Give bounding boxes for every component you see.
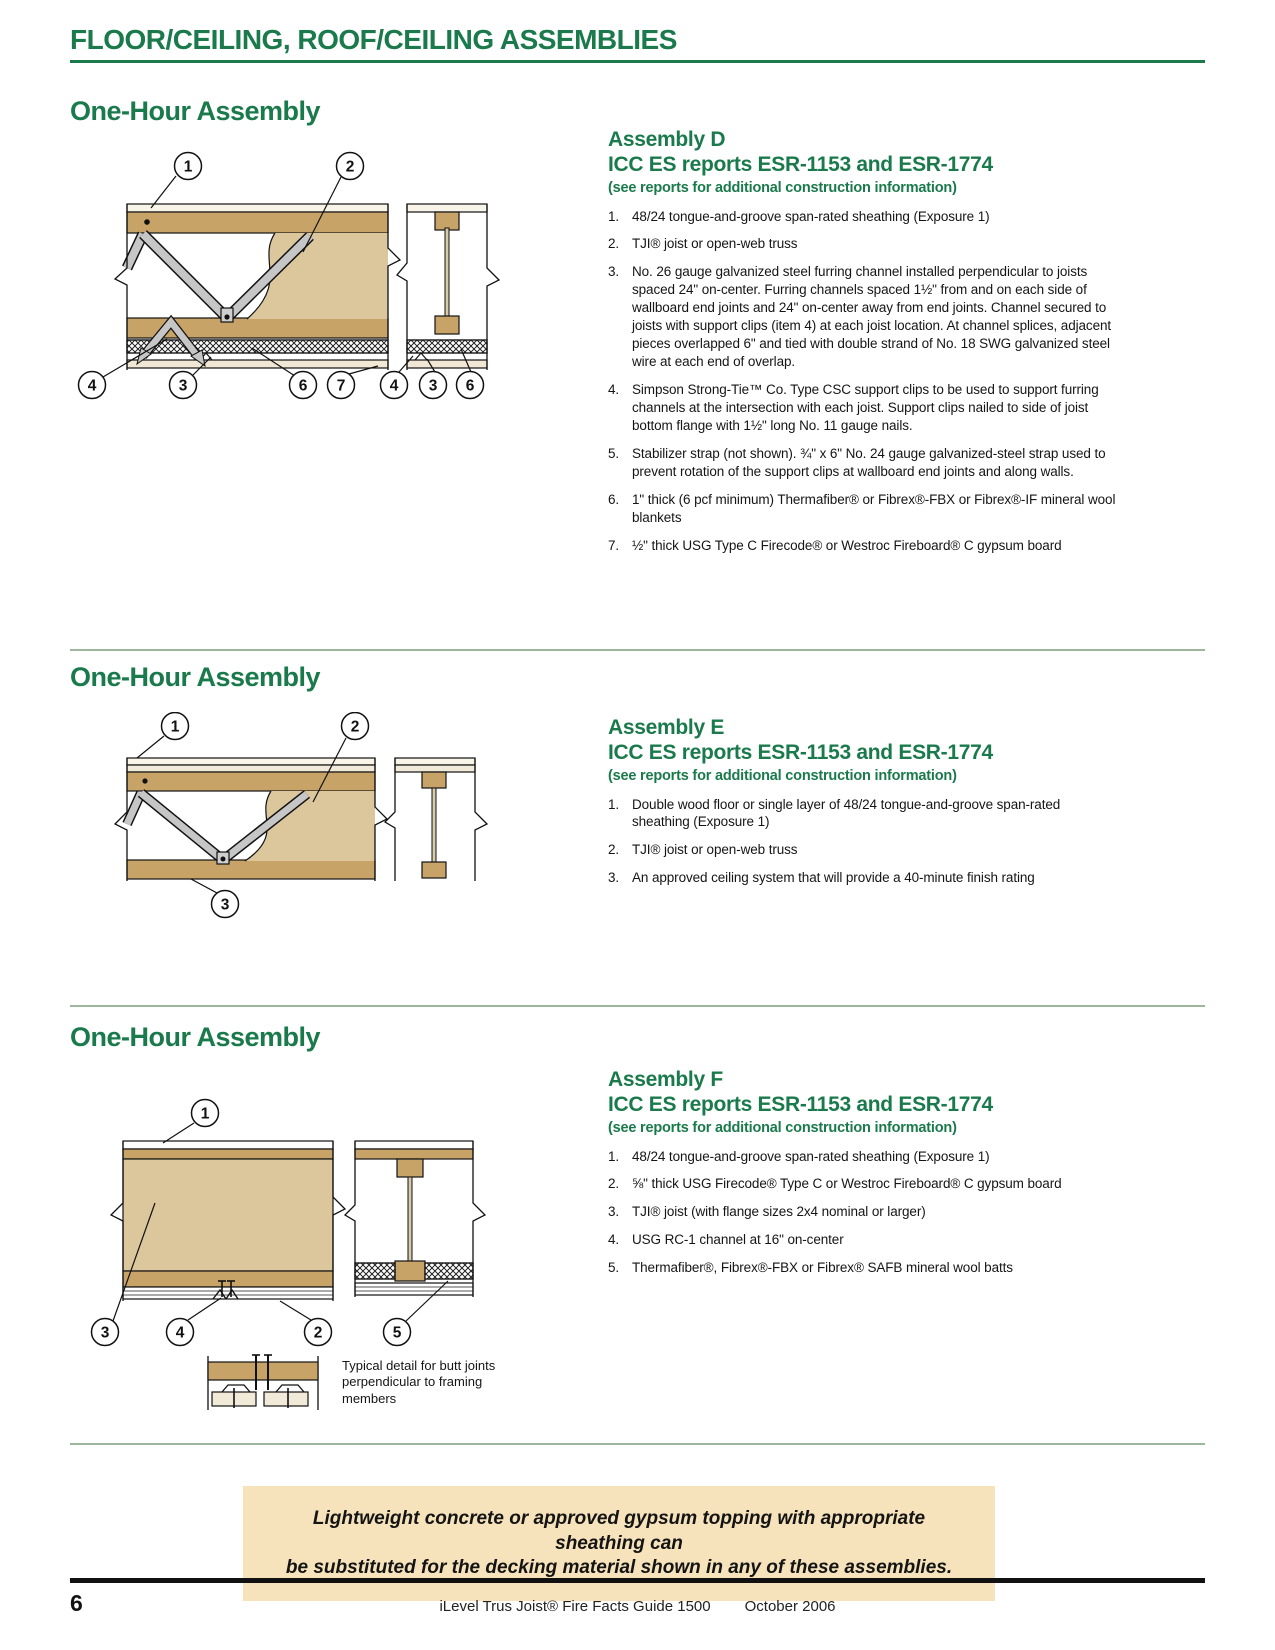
svg-text:4: 4 bbox=[87, 377, 97, 395]
assembly-d-reports: ICC ES reports ESR-1153 and ESR-1774 bbox=[608, 152, 993, 176]
butt-joint-caption: Typical detail for butt joints perpendicular to framing members bbox=[342, 1358, 496, 1406]
gypsum-board bbox=[127, 360, 388, 368]
svg-text:4: 4 bbox=[389, 377, 399, 395]
assembly-e-panel bbox=[608, 716, 1198, 897]
butt-joint-diagram bbox=[198, 1352, 328, 1416]
footer-rule bbox=[70, 1578, 1205, 1583]
list-item: 4. Simpson Strong-Tie™ Co. Type CSC support clips to be used to support furring channels at the intersection with each joist. Support clips nailed to side of joist bottom flange with 1½" long No. 11 gauge nails. bbox=[608, 382, 1099, 434]
assembly-f-title: Assembly F bbox=[608, 1068, 723, 1091]
list-item: 6. 1" thick (6 pcf minimum) Thermafiber® or Fibrex®-FBX or Fibrex®-IF mineral wool blankets bbox=[608, 491, 1116, 525]
list-item: 2. ⅝" thick USG Firecode® Type C or Westroc Fireboard® C gypsum board bbox=[608, 1176, 1062, 1192]
list-item: 2. TJI® joist or open-web truss bbox=[608, 236, 798, 252]
svg-text:6: 6 bbox=[465, 377, 475, 395]
assembly-f-panel bbox=[608, 1068, 1198, 1287]
svg-text:2: 2 bbox=[350, 718, 360, 736]
assembly-d-reports-note: (see reports for additional construction information) bbox=[608, 179, 957, 196]
assembly-e-reports: ICC ES reports ESR-1153 and ESR-1774 bbox=[608, 740, 993, 764]
svg-text:1: 1 bbox=[170, 718, 180, 736]
section-divider bbox=[70, 1443, 1205, 1445]
assembly-f-items bbox=[608, 1148, 1118, 1278]
butt-joint-detail bbox=[198, 1352, 517, 1416]
page-number: 6 bbox=[70, 1590, 83, 1616]
list-item: 5. Stabilizer strap (not shown). ¾" x 6" No. 24 gauge galvanized-steel strap used to prevent rotation of the support clips at wallboard end joints and along walls. bbox=[608, 446, 1106, 479]
substitution-note-box bbox=[243, 1486, 995, 1601]
page-title: FLOOR/CEILING, ROOF/CEILING ASSEMBLIES bbox=[70, 24, 677, 55]
truss-section bbox=[115, 758, 387, 881]
list-item: 4. USG RC-1 channel at 16" on-center bbox=[608, 1232, 844, 1248]
header-rule bbox=[70, 60, 1205, 63]
svg-text:3: 3 bbox=[178, 377, 188, 395]
joist-body bbox=[123, 1159, 333, 1271]
assembly-e-title: Assembly E bbox=[608, 716, 725, 739]
list-item: 3. An approved ceiling system that will provide a 40-minute finish rating bbox=[608, 870, 1035, 886]
footer-guide-title: iLevel Trus Joist® Fire Facts Guide 1500 bbox=[439, 1598, 711, 1615]
assembly-f-diagram bbox=[75, 1085, 585, 1351]
svg-text:3: 3 bbox=[100, 1324, 110, 1342]
assembly-f-reports: ICC ES reports ESR-1153 and ESR-1774 bbox=[608, 1092, 993, 1116]
section-divider bbox=[70, 649, 1205, 651]
list-item: 3. TJI® joist (with flange sizes 2x4 nominal or larger) bbox=[608, 1204, 926, 1220]
i-joist-section bbox=[397, 204, 499, 370]
footer-date: October 2006 bbox=[744, 1598, 836, 1615]
section-divider bbox=[70, 1005, 1205, 1007]
assembly-d-diagram bbox=[75, 148, 585, 414]
list-item: 2. TJI® joist or open-web truss bbox=[608, 842, 798, 858]
assembly-e-reports-note: (see reports for additional construction information) bbox=[608, 767, 957, 784]
assembly-d-panel bbox=[608, 128, 1198, 565]
joist-section bbox=[111, 1141, 345, 1301]
assembly-f-reports-note: (see reports for additional construction information) bbox=[608, 1119, 957, 1136]
list-item: 3. No. 26 gauge galvanized steel furring channel installed perpendicular to joists spaced 24" on-center. Furring channels spaced 1½" from and on each side of wallboard end joints and 24" on-center away from end joints. Channel secured to joists with support clips (item 4) at each joist location. At channel splices, adjacent pieces overlapped 6" and tied with double strand of No. 18 SWG galvanized steel wire at each end of overlap. bbox=[608, 264, 1112, 370]
list-item: 1. 48/24 tongue-and-groove span-rated sheathing (Exposure 1) bbox=[608, 208, 990, 224]
assembly-d-items bbox=[608, 208, 1118, 555]
list-item: 7. ½" thick USG Type C Firecode® or Westroc Fireboard® C gypsum board bbox=[608, 537, 1062, 553]
footer-text bbox=[0, 1598, 1275, 1615]
i-joist-section bbox=[345, 1141, 485, 1297]
assembly-e-diagram bbox=[75, 712, 585, 927]
i-joist-section bbox=[385, 758, 487, 881]
mineral-wool-batt bbox=[355, 1263, 395, 1279]
note-line-2: be substituted for the decking material shown in any of these assemblies. bbox=[285, 1557, 953, 1579]
svg-text:2: 2 bbox=[313, 1324, 323, 1342]
svg-text:1: 1 bbox=[183, 158, 193, 176]
section-f-heading: One-Hour Assembly bbox=[70, 1022, 321, 1052]
mineral-wool-batt bbox=[425, 1263, 473, 1279]
list-item: 1. Double wood floor or single layer of 48/24 tongue-and-groove span-rated sheathing (Exposure 1) bbox=[608, 796, 1061, 830]
svg-text:5: 5 bbox=[392, 1324, 402, 1342]
svg-text:7: 7 bbox=[336, 377, 346, 395]
assembly-d-title: Assembly D bbox=[608, 128, 726, 151]
svg-text:6: 6 bbox=[298, 377, 308, 395]
svg-text:3: 3 bbox=[428, 377, 438, 395]
list-item: 5. Thermafiber®, Fibrex®-FBX or Fibrex® SAFB mineral wool batts bbox=[608, 1260, 1013, 1276]
assembly-e-items bbox=[608, 796, 1118, 888]
svg-text:2: 2 bbox=[345, 158, 355, 176]
svg-text:3: 3 bbox=[220, 896, 230, 914]
section-e-heading: One-Hour Assembly bbox=[70, 662, 321, 692]
list-item: 1. 48/24 tongue-and-groove span-rated sheathing (Exposure 1) bbox=[608, 1148, 990, 1164]
note-line-1: Lightweight concrete or approved gypsum topping with appropriate sheathing can bbox=[312, 1508, 926, 1554]
svg-text:1: 1 bbox=[200, 1105, 210, 1123]
section-d-heading: One-Hour Assembly bbox=[70, 96, 321, 126]
svg-text:4: 4 bbox=[175, 1324, 185, 1342]
